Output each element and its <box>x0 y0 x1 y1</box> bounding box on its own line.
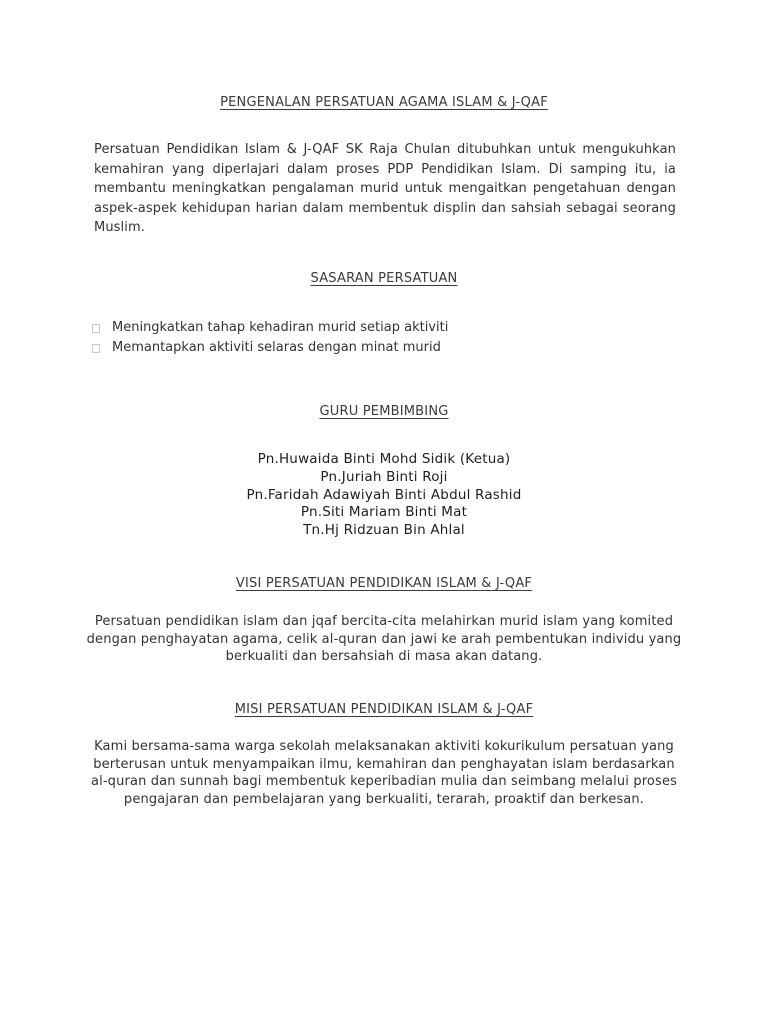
intro-heading <box>0 95 768 110</box>
sasaran-item-text: Memantapkan aktiviti selaras dengan minat murid <box>112 340 441 355</box>
misi-title: MISI PERSATUAN PENDIDIKAN ISLAM & J-QAF <box>234 702 534 717</box>
misi-paragraph: Kami bersama-sama warga sekolah melaksanakan aktiviti kokurikulum persatuan yang berterusan untuk menyampaikan ilmu, kemahiran dan penghayatan islam berdasarkan al-quran dan sunnah bagi membentuk keperibadian mulia dan seimbang melalui proses pengajaran dan pembelajaran yang berkualiti, terarah, proaktif dan berkesan. <box>90 739 678 807</box>
guru-title: GURU PEMBIMBING <box>319 404 449 419</box>
guru-name: Pn.Faridah Adawiyah Binti Abdul Rashid <box>246 486 522 503</box>
guru-name: Tn.Hj Ridzuan Bin Ahlal <box>303 522 465 539</box>
visi-heading <box>0 576 768 591</box>
intro-paragraph: Persatuan Pendidikan Islam & J-QAF SK Raja Chulan ditubuhkan untuk mengukuhkan kemahiran yang diperlajari dalam proses PDP Pendidikan Islam. Di samping itu, ia membantu meningkatkan pengalaman murid untuk mengaitkan pengetahuan dengan aspek-aspek kehidupan harian dalam membentuk displin dan sahsiah sebagai seorang Muslim. <box>94 142 676 235</box>
sasaran-heading <box>0 271 768 286</box>
list-item <box>92 338 652 358</box>
intro-title: PENGENALAN PERSATUAN AGAMA ISLAM & J-QAF <box>220 95 548 110</box>
sasaran-item-text: Meningkatkan tahap kehadiran murid setiap aktiviti <box>112 320 449 335</box>
guru-name: Pn.Huwaida Binti Mohd Sidik (Ketua) <box>257 451 511 467</box>
guru-name: Pn.Juriah Binti Roji <box>320 468 448 485</box>
guru-name: Pn.Siti Mariam Binti Mat <box>300 504 468 521</box>
sasaran-list <box>92 318 652 358</box>
sasaran-title: SASARAN PERSATUAN <box>310 271 458 286</box>
guru-heading <box>0 404 768 419</box>
checkbox-bullet-icon <box>92 324 100 333</box>
guru-names <box>0 451 768 540</box>
checkbox-bullet-icon <box>92 344 100 353</box>
misi-heading <box>0 702 768 717</box>
visi-paragraph: Persatuan pendidikan islam dan jqaf bercita-cita melahirkan murid islam yang komited dengan penghayatan agama, celik al-quran dan jawi ke arah pembentukan individu yang berkualiti dan bersahsiah di masa akan datang. <box>86 614 682 664</box>
list-item <box>92 318 652 338</box>
visi-title: VISI PERSATUAN PENDIDIKAN ISLAM & J-QAF <box>235 576 533 591</box>
